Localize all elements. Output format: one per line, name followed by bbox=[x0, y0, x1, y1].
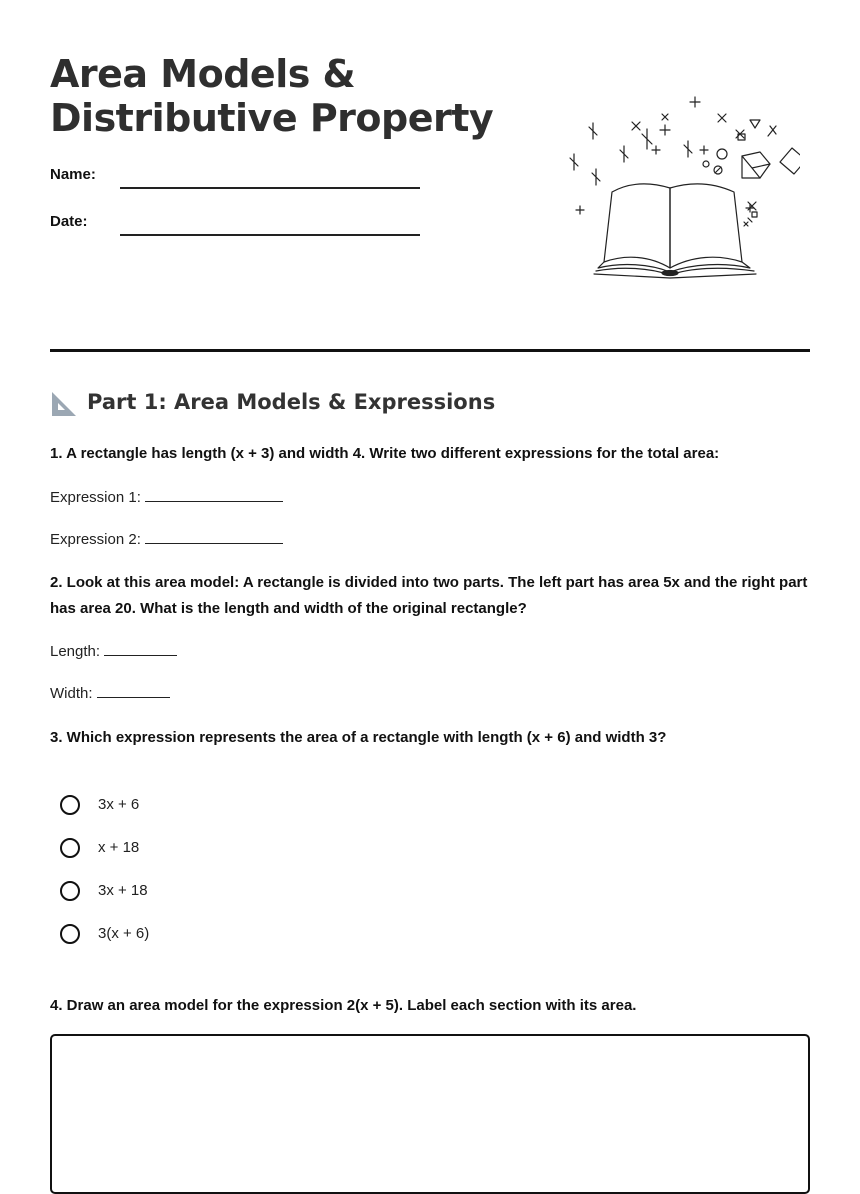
radio-button[interactable] bbox=[60, 881, 80, 901]
q3-option-b[interactable] bbox=[60, 837, 360, 863]
title-line-1: Area Models & bbox=[50, 52, 356, 96]
q3-option-label: x + 18 bbox=[98, 839, 140, 856]
radio-button[interactable] bbox=[60, 795, 80, 815]
q3-option-label: 3(x + 6) bbox=[98, 925, 150, 942]
expression-1-label: Expression 1: bbox=[50, 489, 141, 506]
name-field[interactable] bbox=[50, 164, 430, 194]
name-line[interactable] bbox=[120, 187, 420, 189]
title-line-2: Distributive Property bbox=[50, 96, 494, 140]
expression-2-label: Expression 2: bbox=[50, 531, 141, 548]
date-label: Date: bbox=[50, 213, 88, 230]
drawing-area[interactable] bbox=[50, 1034, 810, 1194]
radio-button[interactable] bbox=[60, 838, 80, 858]
expression-1-field[interactable] bbox=[50, 487, 283, 506]
worksheet-page bbox=[50, 0, 810, 1161]
question-3-text: 3. Which expression represents the area of a rectangle with length (x + 6) and width 3? bbox=[50, 729, 667, 746]
length-field[interactable] bbox=[50, 641, 177, 660]
radio-button[interactable] bbox=[60, 924, 80, 944]
set-square-icon bbox=[50, 390, 78, 418]
header-divider bbox=[50, 349, 810, 352]
q3-option-d[interactable] bbox=[60, 923, 360, 949]
question-2-text: 2. Look at this area model: A rectangle is divided into two parts. The left part has area 5x and the right part has area 20. What is the length and width of the original rectangle? bbox=[50, 574, 808, 617]
open-book-with-math-symbols-icon bbox=[560, 90, 800, 280]
q3-option-label: 3x + 6 bbox=[98, 796, 140, 813]
width-label: Width: bbox=[50, 685, 93, 702]
q3-option-label: 3x + 18 bbox=[98, 882, 148, 899]
length-label: Length: bbox=[50, 643, 101, 660]
q3-option-c[interactable] bbox=[60, 880, 360, 906]
part1-title: Part 1: Area Models & Expressions bbox=[87, 390, 496, 414]
name-label: Name: bbox=[50, 166, 96, 183]
part1-header bbox=[50, 388, 810, 422]
q3-option-a[interactable] bbox=[60, 794, 360, 820]
expression-1-blank[interactable] bbox=[145, 487, 283, 502]
question-4-text: 4. Draw an area model for the expression 2(x + 5). Label each section with its area. bbox=[50, 997, 637, 1014]
date-line[interactable] bbox=[120, 234, 420, 236]
page-title bbox=[50, 52, 493, 140]
expression-2-blank[interactable] bbox=[145, 529, 283, 544]
expression-2-field[interactable] bbox=[50, 529, 283, 548]
width-field[interactable] bbox=[50, 683, 170, 702]
date-field[interactable] bbox=[50, 211, 430, 241]
width-blank[interactable] bbox=[97, 683, 170, 698]
length-blank[interactable] bbox=[104, 641, 177, 656]
question-1-text: 1. A rectangle has length (x + 3) and width 4. Write two different expressions for the total area: bbox=[50, 445, 720, 462]
